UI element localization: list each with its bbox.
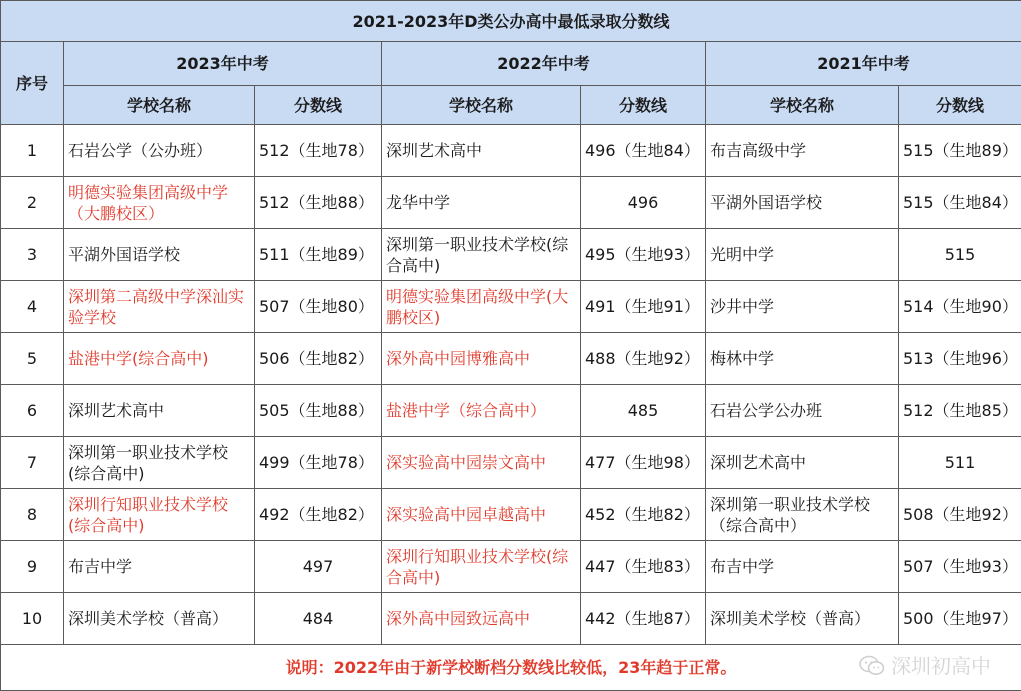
- school-name-2023: 深圳美术学校（普高）: [64, 593, 255, 645]
- school-name-2023: 深圳艺术高中: [64, 385, 255, 437]
- score-2022: 442（生地87）: [581, 593, 706, 645]
- school-name-2021: 布吉高级中学: [706, 125, 899, 177]
- score-2023: 507（生地80）: [255, 281, 382, 333]
- score-2023: 512（生地78）: [255, 125, 382, 177]
- table-row: [1, 437, 1021, 489]
- row-index: 10: [1, 593, 64, 645]
- watermark-text: 深圳初高中: [891, 656, 991, 677]
- score-header-2021: 分数线: [899, 86, 1021, 125]
- row-index: 3: [1, 229, 64, 281]
- table-row: [1, 125, 1021, 177]
- note-text: 说明：2022年由于新学校断档分数线比较低，23年趋于正常。: [286, 658, 737, 677]
- table-row: [1, 541, 1021, 593]
- school-name-2023: 布吉中学: [64, 541, 255, 593]
- score-2021: 515（生地84）: [899, 177, 1021, 229]
- school-name-2023: 平湖外国语学校: [64, 229, 255, 281]
- row-index: 8: [1, 489, 64, 541]
- school-name-2022: 深圳第一职业技术学校(综合高中): [382, 229, 581, 281]
- school-name-2022: 深圳行知职业技术学校(综合高中): [382, 541, 581, 593]
- school-name-2021: 光明中学: [706, 229, 899, 281]
- table-row: [1, 333, 1021, 385]
- score-2023: 484: [255, 593, 382, 645]
- table-row: [1, 385, 1021, 437]
- school-header-2023: 学校名称: [64, 86, 255, 125]
- score-2022: 452（生地82）: [581, 489, 706, 541]
- score-2023: 492（生地82）: [255, 489, 382, 541]
- score-2022: 488（生地92）: [581, 333, 706, 385]
- score-2022: 491（生地91）: [581, 281, 706, 333]
- year-header-2023: 2023年中考: [64, 42, 382, 86]
- table-row: [1, 593, 1021, 645]
- score-2022: 485: [581, 385, 706, 437]
- school-name-2022: 明德实验集团高级中学(大鹏校区): [382, 281, 581, 333]
- score-2021: 514（生地90）: [899, 281, 1021, 333]
- score-header-2023: 分数线: [255, 86, 382, 125]
- school-name-2021: 深圳艺术高中: [706, 437, 899, 489]
- row-index: 9: [1, 541, 64, 593]
- school-name-2021: 梅林中学: [706, 333, 899, 385]
- school-name-2021: 深圳美术学校（普高）: [706, 593, 899, 645]
- table-row: [1, 229, 1021, 281]
- table-row: [1, 489, 1021, 541]
- index-header: 序号: [1, 42, 64, 125]
- row-index: 6: [1, 385, 64, 437]
- school-name-2023: 石岩公学（公办班）: [64, 125, 255, 177]
- school-name-2023: 盐港中学(综合高中): [64, 333, 255, 385]
- score-2021: 507（生地93）: [899, 541, 1021, 593]
- score-2023: 505（生地88）: [255, 385, 382, 437]
- score-2021: 500（生地97）: [899, 593, 1021, 645]
- school-name-2021: 深圳第一职业技术学校（综合高中）: [706, 489, 899, 541]
- score-2022: 447（生地83）: [581, 541, 706, 593]
- school-name-2022: 深实验高中园卓越高中: [382, 489, 581, 541]
- score-2023: 506（生地82）: [255, 333, 382, 385]
- score-2023: 511（生地89）: [255, 229, 382, 281]
- score-2023: 499（生地78）: [255, 437, 382, 489]
- score-header-2022: 分数线: [581, 86, 706, 125]
- school-name-2021: 沙井中学: [706, 281, 899, 333]
- school-name-2023: 深圳行知职业技术学校(综合高中): [64, 489, 255, 541]
- watermark: [859, 655, 991, 677]
- score-2022: 477（生地98）: [581, 437, 706, 489]
- score-2023: 512（生地88）: [255, 177, 382, 229]
- school-name-2022: 深实验高中园崇文高中: [382, 437, 581, 489]
- note-row: [1, 645, 1021, 691]
- score-2023: 497: [255, 541, 382, 593]
- row-index: 4: [1, 281, 64, 333]
- row-index: 2: [1, 177, 64, 229]
- school-name-2022: 深外高中园致远高中: [382, 593, 581, 645]
- school-header-2021: 学校名称: [706, 86, 899, 125]
- school-name-2021: 布吉中学: [706, 541, 899, 593]
- score-2021: 515: [899, 229, 1021, 281]
- score-2021: 515（生地89）: [899, 125, 1021, 177]
- school-name-2022: 深外高中园博雅高中: [382, 333, 581, 385]
- school-name-2022: 深圳艺术高中: [382, 125, 581, 177]
- table-title: 2021-2023年D类公办高中最低录取分数线: [1, 1, 1021, 42]
- table-body: [1, 125, 1021, 645]
- school-name-2022: 盐港中学（综合高中）: [382, 385, 581, 437]
- score-2022: 496: [581, 177, 706, 229]
- score-2021: 511: [899, 437, 1021, 489]
- school-name-2023: 明德实验集团高级中学（大鹏校区）: [64, 177, 255, 229]
- year-header-2022: 2022年中考: [382, 42, 706, 86]
- year-header-2021: 2021年中考: [706, 42, 1021, 86]
- score-2021: 513（生地96）: [899, 333, 1021, 385]
- row-index: 1: [1, 125, 64, 177]
- row-index: 7: [1, 437, 64, 489]
- table-row: [1, 281, 1021, 333]
- score-2021: 512（生地85）: [899, 385, 1021, 437]
- school-name-2023: 深圳第一职业技术学校(综合高中): [64, 437, 255, 489]
- score-2022: 495（生地93）: [581, 229, 706, 281]
- school-name-2022: 龙华中学: [382, 177, 581, 229]
- wechat-icon: [859, 655, 885, 677]
- school-name-2023: 深圳第二高级中学深汕实验学校: [64, 281, 255, 333]
- table-row: [1, 177, 1021, 229]
- row-index: 5: [1, 333, 64, 385]
- school-name-2021: 平湖外国语学校: [706, 177, 899, 229]
- score-2021: 508（生地92）: [899, 489, 1021, 541]
- score-2022: 496（生地84）: [581, 125, 706, 177]
- school-header-2022: 学校名称: [382, 86, 581, 125]
- school-name-2021: 石岩公学公办班: [706, 385, 899, 437]
